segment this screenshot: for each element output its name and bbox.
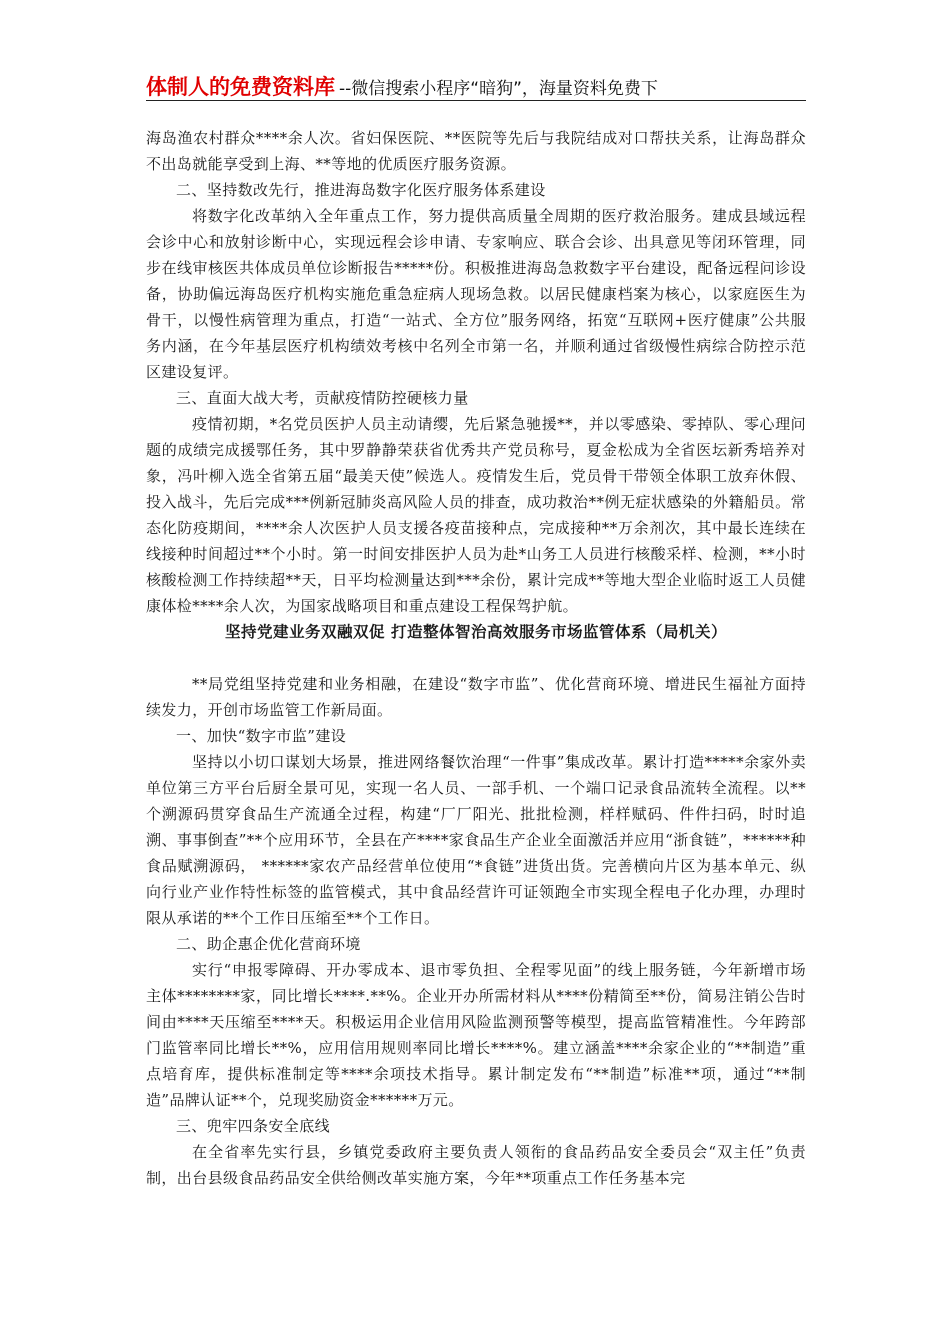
section-heading: 三、兜牢四条安全底线 <box>176 1117 331 1135</box>
paragraph: 将数字化改革纳入全年重点工作，努力提供高质量全周期的医疗救治服务。建成县域远程会诊中心和放射诊断中心，实现远程会诊申请、专家响应、联合会诊、出具意见等闭环管理，同步在线审核医共体成员单位诊断报告*****份。积极推进海岛急救数字平台建设，配备远程问诊设备，协助偏远海岛医疗机构实施危重急症病人现场急救。以居民健康档案为核心，以家庭医生为骨干，以慢性病管理为重点，打造“一站式、全方位”服务网络，拓宽“互联网+医疗健康”公共服务内涵，在今年基层医疗机构绩效考核中名列全市第一名，并顺利通过省级慢性病综合防控示范区建设复评。 <box>146 207 806 381</box>
paragraph: 在全省率先实行县，乡镇党委政府主要负责人领衔的食品药品安全委员会“双主任”负责制，出台县级食品药品安全供给侧改革实施方案，今年**项重点工作任务基本完 <box>146 1143 806 1187</box>
header-slogan: --微信搜索小程序“暗狗”，海量资料免费下 <box>339 79 658 99</box>
page-header <box>146 72 806 102</box>
section-heading: 二、助企惠企优化营商环境 <box>176 935 361 953</box>
header-brand: 体制人的免费资料库 <box>146 75 335 99</box>
paragraph: 疫情初期，*名党员医护人员主动请缨，先后紧急驰援**，并以零感染、零掉队、零心理问题的成绩完成援鄂任务，其中罗静静荣获省优秀共产党员称号，夏金松成为全省医坛新秀培养对象，冯叶柳入选全省第五届“最美天使”候选人。疫情发生后，党员骨干带领全体职工放弃休假、投入战斗，先后完成***例新冠肺炎高风险人员的排查，成功救治**例无症状感染的外籍船员。常态化防疫期间，****余人次医护人员支援各疫苗接种点，完成接种**万余剂次，其中最长连续在线接种时间超过**个小时。第一时间安排医护人员为赴*山务工人员进行核酸采样、检测，**小时核酸检测工作持续超**天，日平均检测量达到***余份，累计完成**等地大型企业临时返工人员健康体检****余人次，为国家战略项目和重点建设工程保驾护航。 <box>146 415 806 615</box>
document-body <box>146 125 806 1191</box>
paragraph: 海岛渔农村群众****余人次。省妇保医院、**医院等先后与我院结成对口帮扶关系，让海岛群众不出岛就能享受到上海、**等地的优质医疗服务资源。 <box>146 129 806 173</box>
blank-line <box>146 645 806 671</box>
paragraph: 实行“申报零障碍、开办零成本、退市零负担、全程零见面”的线上服务链，今年新增市场主体********家，同比增长****.**%。企业开办所需材料从****份精简至**份，简易注销公告时间由****天压缩至****天。积极运用企业信用风险监测预警等模型，提高监管精准性。今年跨部门监管率同比增长**%，应用信用规则率同比增长****%。建立涵盖****余家企业的“**制造”重点培育库，提供标准制定等****余项技术指导。累计制定发布“**制造”标准**项，通过“**制造”品牌认证**个，兑现奖励资金******万元。 <box>146 961 806 1109</box>
article-title: 坚持党建业务双融双促 打造整体智治高效服务市场监管体系（局机关） <box>225 622 727 641</box>
header-rule <box>146 100 806 101</box>
section-heading: 三、直面大战大考，贡献疫情防控硬核力量 <box>176 389 469 407</box>
section-heading: 一、加快“数字市监”建设 <box>176 727 347 745</box>
paragraph: **局党组坚持党建和业务相融，在建设“数字市监”、优化营商环境、增进民生福祉方面持续发力，开创市场监管工作新局面。 <box>146 675 806 719</box>
paragraph: 坚持以小切口谋划大场景，推进网络餐饮治理“一件事”集成改革。累计打造*****余家外卖单位第三方平台后厨全景可见，实现一名人员、一部手机、一个端口记录食品流转全流程。以**个溯源码贯穿食品生产流通全过程，构建“厂厂阳光、批批检测，样样赋码、件件扫码，时时追溯、事事倒查”**个应用环节，全县在产****家食品生产企业全面激活并应用“浙食链”，******种食品赋溯源码， ******家农产品经营单位使用“*食链”进货出货。完善横向片区为基本单元、纵向行业产业作特性标签的监管模式，其中食品经营许可证领跑全市实现全程电子化办理，办理时限从承诺的**个工作日压缩至**个工作日。 <box>146 753 806 927</box>
section-heading: 二、坚持数改先行，推进海岛数字化医疗服务体系建设 <box>176 181 546 199</box>
